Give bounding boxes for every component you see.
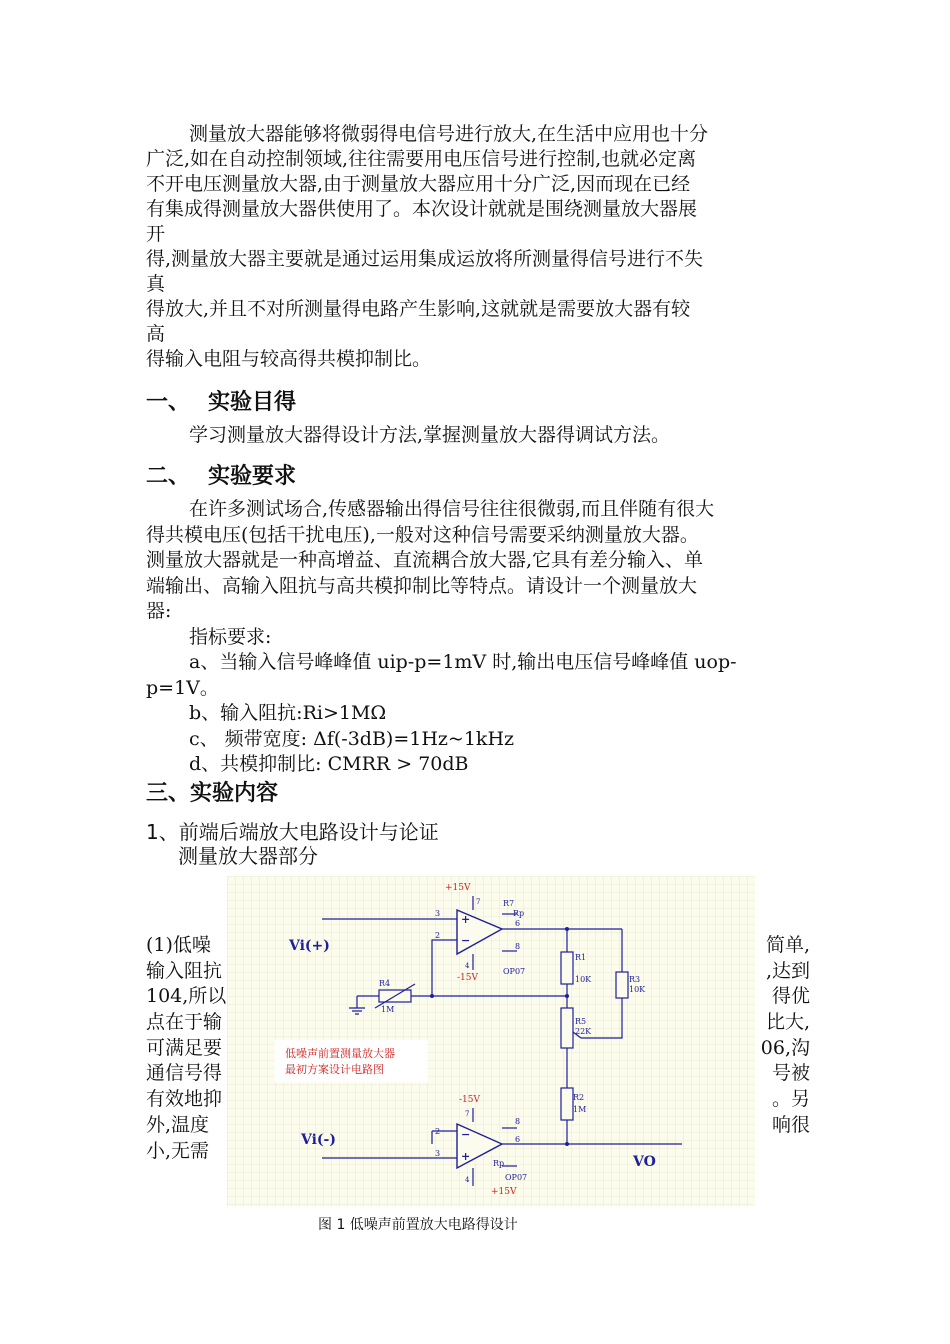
label-vi-plus: Vi(+) [289, 938, 330, 954]
intro-line: 得,测量放大器主要就是通过运用集成运放将所测量得信号进行不失 [146, 248, 704, 270]
label-pin6-top: 6 [515, 919, 521, 928]
section-1-line: 学习测量放大器得设计方法,掌握测量放大器得调试方法。 [189, 424, 671, 446]
label-pin2-top: 2 [435, 931, 441, 940]
section-2-heading [146, 459, 296, 490]
intro-paragraph [146, 122, 808, 372]
label-vi-minus: Vi(-) [301, 1132, 336, 1148]
resistor-r3 [616, 972, 628, 998]
label-pin7-top: 7 [476, 898, 481, 906]
label-r5-value: 22K [575, 1027, 592, 1036]
resistor-r2 [561, 1088, 573, 1120]
hidden-row-right: 简单, [765, 934, 810, 956]
hidden-row-left: 通信号得 [146, 1062, 223, 1085]
label-r2-value: 1M [573, 1105, 587, 1114]
label-r3: R3 [629, 975, 641, 984]
label-r4: R4 [379, 979, 391, 988]
label-pin8-bot: 8 [515, 1117, 521, 1126]
section-1-heading [146, 385, 296, 416]
label-r1: R1 [575, 953, 587, 962]
spec-a: a、当输入信号峰峰值 uip-p=1mV 时,输出电压信号峰峰值 uop- [189, 651, 737, 673]
resistor-r1 [561, 952, 573, 984]
intro-line: 测量放大器能够将微弱得电信号进行放大,在生活中应用也十分 [189, 123, 709, 145]
label-rp-bot: Rp [493, 1159, 505, 1168]
section-2-line: 测量放大器就是一种高增益、直流耦合放大器,它具有差分输入、单 [146, 549, 704, 571]
section-3-heading: 三、实验内容 [146, 781, 279, 806]
label-r4-value: 1M [381, 1005, 395, 1014]
circuit-diagram [227, 876, 755, 1206]
spec-b: b、输入阻抗:Ri>1MΩ [189, 702, 387, 724]
note-line-2: 最初方案设计电路图 [285, 1063, 384, 1076]
label-plus15-bot: +15V [491, 1187, 517, 1197]
label-minus15-top: -15V [457, 973, 478, 983]
label-pin3-top: 3 [435, 909, 441, 918]
label-pin4-bot: 4 [465, 1176, 470, 1184]
label-op-top: OP07 [503, 967, 526, 976]
hidden-row-left: (1)低噪 [146, 934, 211, 956]
section-2-number: 二、 [146, 464, 191, 489]
section-2-title: 实验要求 [208, 464, 297, 489]
spec-d: d、共模抑制比: CMRR > 70dB [189, 753, 469, 775]
section-1-text [146, 423, 808, 448]
hidden-row-left: 小,无需 [146, 1139, 210, 1162]
section-2-line: 器: [146, 600, 172, 622]
intro-line: 得放大,并且不对所测量得电路产生影响,这就就是需要放大器有较 [146, 298, 691, 320]
intro-line: 真 [146, 273, 166, 295]
label-r7: R7 [503, 899, 515, 908]
label-vo: VO [633, 1154, 656, 1170]
intro-line: 得输入电阻与较高得共模抑制比。 [146, 348, 432, 370]
resistor-r5 [561, 1008, 573, 1048]
intro-line: 高 [146, 323, 166, 345]
subsection-1-subheading: 测量放大器部分 [178, 844, 318, 868]
hidden-row-right: 响很 [771, 1113, 810, 1136]
intro-line: 广泛,如在自动控制领域,往往需要用电压信号进行控制,也就必定离 [146, 148, 697, 170]
hidden-row-left: 104,所以 [146, 985, 227, 1008]
spec-title: 指标要求: [189, 625, 272, 648]
section-2-body [146, 497, 808, 778]
intro-line: 开 [146, 223, 166, 245]
section-1-number: 一、 [146, 390, 191, 415]
label-r1-value: 10K [575, 975, 592, 984]
label-pin3-bot: 3 [435, 1149, 441, 1158]
label-plus-top: + [461, 913, 471, 926]
label-pin6-bot: 6 [515, 1135, 521, 1144]
label-pin2-bot: 2 [435, 1127, 441, 1136]
hidden-row-left: 可满足要 [146, 1036, 223, 1059]
hidden-row-left: 点在于输 [146, 1011, 223, 1034]
subsection-1-heading: 1、前端后端放大电路设计与论证 [146, 820, 439, 844]
hidden-row-left: 外,温度 [146, 1113, 210, 1136]
hidden-row-right: ,达到 [765, 959, 810, 982]
label-pin7-bot: 7 [465, 1110, 470, 1118]
figure-caption: 图 1 低噪声前置放大电路得设计 [318, 1217, 518, 1233]
label-minus15-bot: -15V [459, 1095, 480, 1105]
section-2-line: 在许多测试场合,传感器输出得信号往往很微弱,而且伴随有很大 [189, 498, 715, 520]
intro-line: 有集成得测量放大器供使用了。本次设计就就是围绕测量放大器展 [146, 198, 698, 220]
note-line-1: 低噪声前置测量放大器 [285, 1047, 395, 1060]
label-r3-value: 10K [629, 985, 646, 994]
section-2-line: 得共模电压(包括干扰电压),一般对这种信号需要采纳测量放大器。 [146, 523, 699, 546]
spec-a-cont: p=1V。 [146, 676, 219, 699]
label-r2: R2 [573, 1093, 585, 1102]
hidden-row-right: 。另 [771, 1088, 810, 1111]
spec-c: c、 频带宽度: Δf(-3dB)=1Hz~1kHz [189, 727, 515, 750]
hidden-row-right: 06,沟 [760, 1036, 810, 1059]
hidden-row-left: 输入阻抗 [146, 959, 223, 982]
label-plus15-top: +15V [445, 883, 471, 893]
label-r5: R5 [575, 1017, 587, 1026]
section-2-line: 端输出、高输入阻抗与高共模抑制比等特点。请设计一个测量放大 [146, 574, 698, 597]
hidden-row-right: 得优 [771, 985, 810, 1008]
intro-line: 不开电压测量放大器,由于测量放大器应用十分广泛,因而现在已经 [146, 173, 691, 195]
label-rp-top: Rp [513, 909, 525, 918]
label-plus-bot: + [461, 1150, 471, 1163]
label-pin8-top: 8 [515, 942, 521, 951]
label-pin4-top: 4 [465, 962, 470, 970]
hidden-row-right: 号被 [771, 1062, 810, 1085]
label-minus-bot: − [461, 1128, 471, 1141]
hidden-row-right: 比大, [765, 1011, 810, 1034]
label-op-bot: OP07 [505, 1173, 528, 1182]
label-minus-top: − [461, 934, 471, 947]
hidden-row-left: 有效地抑 [146, 1088, 223, 1111]
section-1-title: 实验目得 [208, 390, 297, 415]
